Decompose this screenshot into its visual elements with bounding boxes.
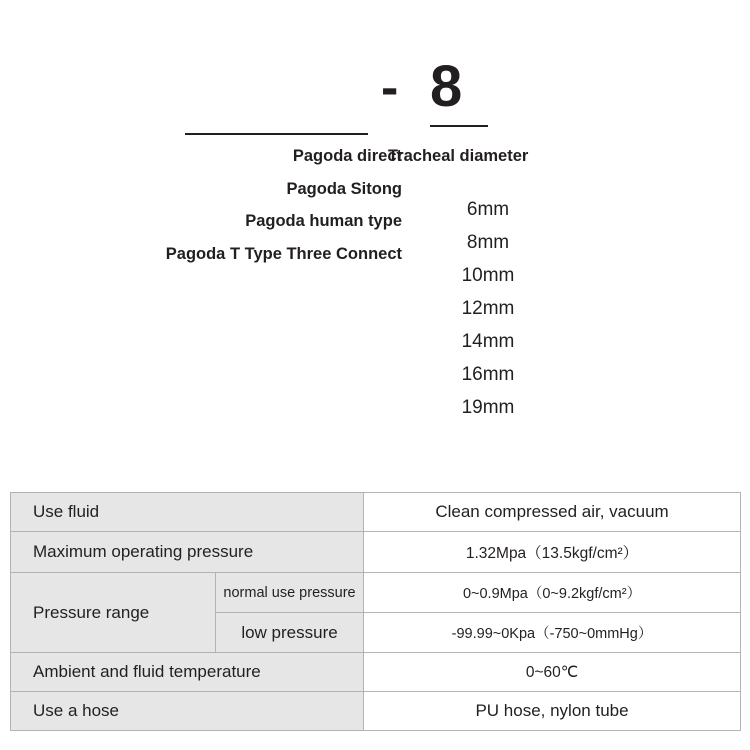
- code-digit: 8: [430, 54, 463, 119]
- row-value: Clean compressed air, vacuum: [364, 493, 741, 532]
- diameter-list-item: 6mm: [466, 199, 510, 220]
- row-sublabel: normal use pressure: [216, 573, 364, 613]
- table-row: [11, 653, 741, 692]
- table-row: [11, 692, 741, 731]
- diameter-list-item: 14mm: [461, 331, 515, 352]
- row-value: 0~0.9Mpa（0~9.2kgf/cm²）: [364, 573, 741, 613]
- row-value: -99.99~0Kpa（-750~0mmHg）: [364, 613, 741, 653]
- type-list-item: Pagoda human type: [245, 212, 402, 230]
- table-row: [11, 532, 741, 573]
- row-value: PU hose, nylon tube: [364, 692, 741, 731]
- row-sublabel: low pressure: [216, 613, 364, 653]
- diameter-list-item: 19mm: [461, 397, 515, 418]
- right-underline: [430, 125, 488, 127]
- diameter-list-item: 10mm: [461, 265, 515, 286]
- table-row: [11, 573, 741, 613]
- diameter-list-item: 8mm: [466, 232, 510, 253]
- row-label: Use a hose: [11, 692, 364, 731]
- diameter-list-item: 12mm: [461, 298, 515, 319]
- table-row: [11, 493, 741, 532]
- type-list-item: Pagoda direct: [292, 147, 402, 165]
- row-value: 1.32Mpa（13.5kgf/cm²）: [364, 532, 741, 573]
- type-list-item: Pagoda Sitong: [286, 179, 402, 198]
- row-label: Pressure range: [11, 573, 216, 653]
- diameter-list-item: 16mm: [461, 364, 515, 385]
- row-label: Use fluid: [11, 493, 364, 532]
- row-value: 0~60℃: [364, 653, 741, 692]
- row-label: Ambient and fluid temperature: [11, 653, 364, 692]
- specification-table: [10, 492, 741, 731]
- type-list-item: Pagoda T Type Three Connect: [165, 244, 402, 263]
- left-underline: [185, 133, 368, 135]
- code-dash: -: [381, 59, 399, 117]
- type-list: [0, 148, 402, 278]
- tracheal-diameter-title: Tracheal diameter: [388, 147, 529, 165]
- tracheal-diameter-list: [398, 200, 578, 431]
- row-label: Maximum operating pressure: [11, 532, 364, 573]
